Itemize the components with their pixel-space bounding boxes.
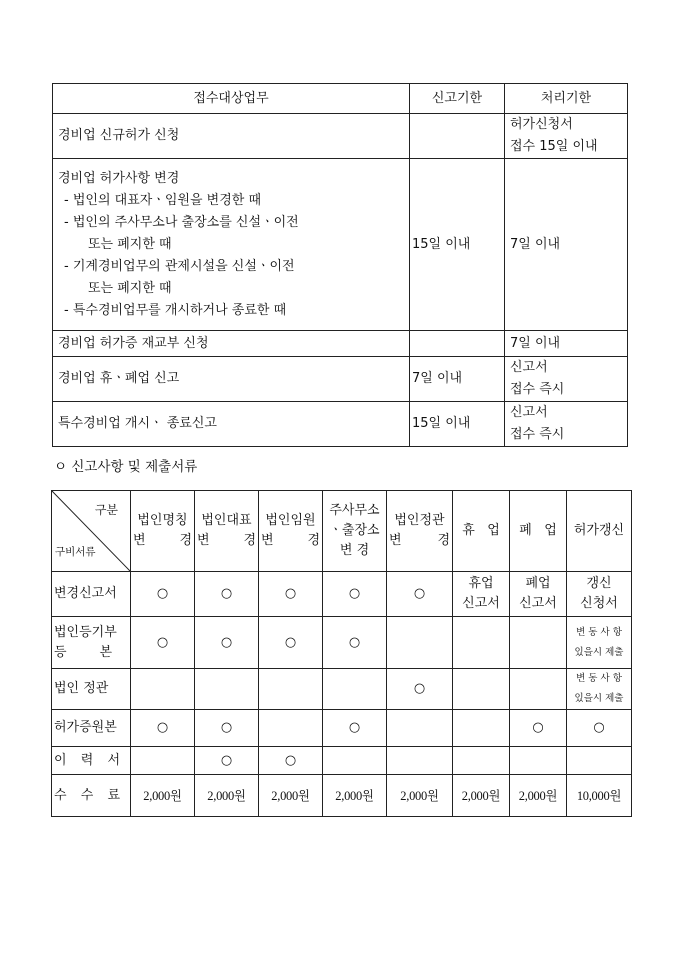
- col-header: 법인명칭 변 경: [131, 491, 195, 572]
- task-cell: 경비업 허가사항 변경 - 법인의 대표자ㆍ임원을 변경한 때 - 법인의 주사무소나 출장소를 신설ㆍ이전 또는 폐지한 때 - 기계경비업무의 관제시설을 신설ㆍ이전 또는 폐지한 때 - 특수경비업무를 개시하거나 종료한 때: [53, 159, 410, 331]
- col-header: 휴 업: [453, 491, 510, 572]
- table-cell: [567, 747, 632, 775]
- header-report-deadline: 신고기한: [410, 84, 505, 114]
- table-cell: [453, 669, 510, 710]
- table-cell: [131, 669, 195, 710]
- task-cell: 경비업 허가증 재교부 신청: [53, 331, 410, 357]
- table-cell: ○: [510, 710, 567, 747]
- process-deadline-cell: 허가신청서 접수 15일 이내: [505, 114, 628, 159]
- table-cell: [195, 669, 259, 710]
- table-cell: [510, 617, 567, 669]
- table-cell: 폐업 신고서: [510, 572, 567, 617]
- col-header: 법인임원 변 경: [259, 491, 323, 572]
- table-cell: ○: [131, 617, 195, 669]
- table-row: [52, 617, 632, 669]
- table-cell: ○: [387, 572, 453, 617]
- table-row: [52, 572, 632, 617]
- filing-deadline-table: [52, 83, 628, 447]
- fee-cell: 2,000원: [131, 775, 195, 817]
- header-task: 접수대상업무: [53, 84, 410, 114]
- process-deadline-cell: 신고서 접수 즉시: [505, 402, 628, 447]
- table-cell: [510, 747, 567, 775]
- col-header: 법인대표 변 경: [195, 491, 259, 572]
- row-header: 허가증원본: [52, 710, 131, 747]
- table-cell: [259, 710, 323, 747]
- section-title: ㅇ 신고사항 및 제출서류: [54, 459, 198, 475]
- table-cell: ○: [567, 710, 632, 747]
- table-cell: [510, 669, 567, 710]
- table-row: [52, 710, 632, 747]
- process-deadline-cell: 7일 이내: [505, 331, 628, 357]
- table-cell: ○: [323, 572, 387, 617]
- table-cell: ○: [195, 572, 259, 617]
- table-cell: ○: [259, 617, 323, 669]
- table-cell: [453, 710, 510, 747]
- table-cell: ○: [323, 710, 387, 747]
- table-cell: ○: [195, 617, 259, 669]
- table-cell: [453, 617, 510, 669]
- task-cell: 경비업 휴ㆍ폐업 신고: [53, 357, 410, 402]
- table-cell: [131, 747, 195, 775]
- table-cell: ○: [387, 669, 453, 710]
- table-row: [52, 775, 632, 817]
- table-cell: [387, 617, 453, 669]
- process-deadline-cell: 7일 이내: [505, 159, 628, 331]
- fee-cell: 2,000원: [259, 775, 323, 817]
- corner-documents-label: 구비서류: [55, 546, 96, 558]
- table-cell: ○: [131, 710, 195, 747]
- table-cell: [323, 669, 387, 710]
- table-cell: ○: [323, 617, 387, 669]
- table-cell: 변 동 사 항 있을시 제출: [567, 617, 632, 669]
- row-header: 변경신고서: [52, 572, 131, 617]
- report-deadline-cell: 7일 이내: [410, 357, 505, 402]
- table-cell: ○: [195, 747, 259, 775]
- table-cell: 휴업 신고서: [453, 572, 510, 617]
- report-deadline-cell: 15일 이내: [410, 402, 505, 447]
- process-deadline-cell: 신고서 접수 즉시: [505, 357, 628, 402]
- task-cell: 특수경비업 개시ㆍ 종료신고: [53, 402, 410, 447]
- table-cell: ○: [259, 572, 323, 617]
- row-header: 법인등기부 등 본: [52, 617, 131, 669]
- table-cell: [453, 747, 510, 775]
- fee-cell: 2,000원: [510, 775, 567, 817]
- required-documents-table: [51, 490, 632, 817]
- table-cell: [259, 669, 323, 710]
- table-cell: [387, 747, 453, 775]
- row-header: 법인 정관: [52, 669, 131, 710]
- table-cell: ○: [259, 747, 323, 775]
- report-deadline-cell: [410, 331, 505, 357]
- col-header: 폐 업: [510, 491, 567, 572]
- table-cell: ○: [195, 710, 259, 747]
- corner-category-label: 구분: [94, 503, 118, 517]
- table-cell: 갱신 신청서: [567, 572, 632, 617]
- row-header: 수 수 료: [52, 775, 131, 817]
- table-cell: [387, 710, 453, 747]
- fee-cell: 2,000원: [195, 775, 259, 817]
- report-deadline-cell: 15일 이내: [410, 159, 505, 331]
- task-cell: 경비업 신규허가 신청: [53, 114, 410, 159]
- fee-cell: 2,000원: [387, 775, 453, 817]
- table-row: [52, 747, 632, 775]
- row-header: 이 력 서: [52, 747, 131, 775]
- table-cell: [323, 747, 387, 775]
- col-header: 주사무소 ㆍ출장소 변 경: [323, 491, 387, 572]
- col-header: 허가갱신: [567, 491, 632, 572]
- fee-cell: 10,000원: [567, 775, 632, 817]
- fee-cell: 2,000원: [453, 775, 510, 817]
- table-cell: ○: [131, 572, 195, 617]
- report-deadline-cell: [410, 114, 505, 159]
- col-header: 법인정관 변 경: [387, 491, 453, 572]
- fee-cell: 2,000원: [323, 775, 387, 817]
- table-cell: 변 동 사 항 있을시 제출: [567, 669, 632, 710]
- corner-header: [52, 491, 131, 572]
- header-process-deadline: 처리기한: [505, 84, 628, 114]
- table-row: [52, 669, 632, 710]
